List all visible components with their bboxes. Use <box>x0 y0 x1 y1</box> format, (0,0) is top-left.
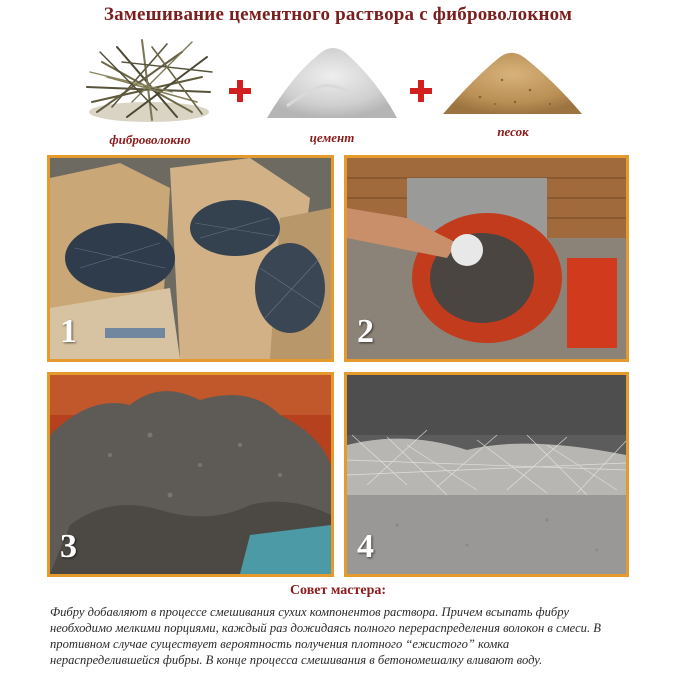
ingredient-label-fiber: фиброволокно <box>109 132 191 147</box>
fiber-pile-icon <box>82 32 217 132</box>
ingredient-label-sand: песок <box>497 124 529 139</box>
plus-icon <box>229 80 251 102</box>
cement-pile-icon <box>262 36 402 131</box>
step-photo-1 <box>47 155 334 362</box>
step-number-3: 3 <box>60 528 77 565</box>
step-number-1: 1 <box>60 313 77 350</box>
step-photo-3 <box>47 372 334 577</box>
plus-icon <box>410 80 432 102</box>
tip-title: Совет мастера: <box>289 583 387 598</box>
step-number-2: 2 <box>357 313 374 350</box>
step-photo-4 <box>344 372 629 577</box>
step-number-4: 4 <box>357 528 374 565</box>
sand-pile-icon <box>440 42 585 127</box>
ingredient-label-cement: цемент <box>309 130 355 145</box>
tip-text: Фибру добавляют в процессе смешивания сухих компонентов раствора. Причем всыпать фибру необходимо мелкими порциями, каждый раз дожидаясь полного перераспределения волокон в смеси. В противном случае существует вероятность получения плотного “ежистого” комка нераспределившейся фибры. В конце процесса смешивания в бетономешалку вливают воду. <box>50 605 601 667</box>
step-photo-2 <box>344 155 629 362</box>
page-title: Замешивание цементного раствора с фиброволокном <box>103 4 573 25</box>
